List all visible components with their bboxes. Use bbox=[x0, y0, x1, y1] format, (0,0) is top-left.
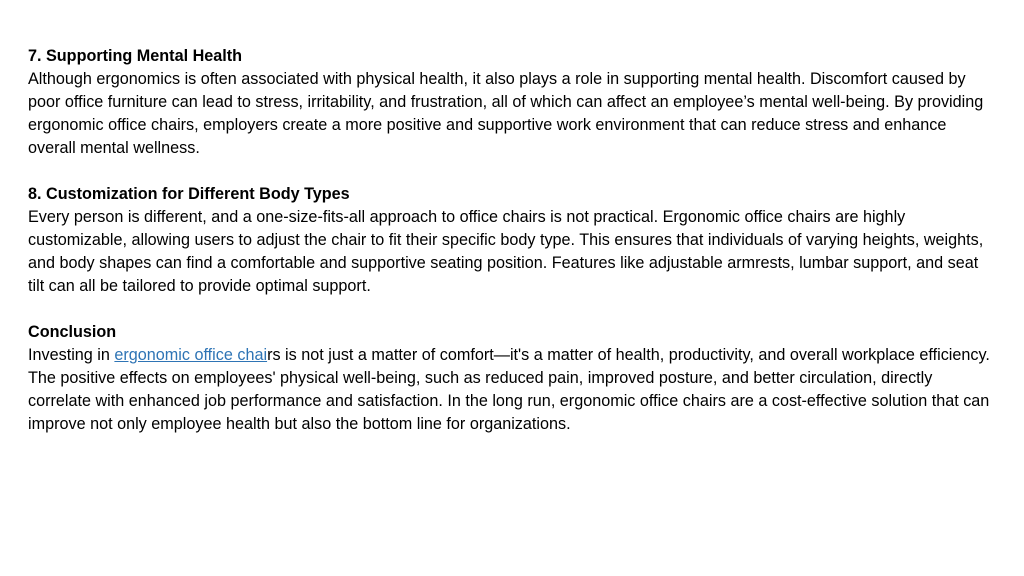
document-page bbox=[28, 45, 996, 459]
paragraph-text-before-link: Investing in bbox=[28, 346, 115, 364]
section-customization bbox=[28, 183, 996, 298]
section-conclusion bbox=[28, 321, 996, 436]
section-heading: 8. Customization for Different Body Types bbox=[28, 185, 350, 203]
section-paragraph: Every person is different, and a one-size-fits-all approach to office chairs is not practical. Ergonomic office chairs are highly customizable, allowing users to adjust the chair to fit their specific body type. This ensures that individuals of varying heights, weights, and body shapes can find a comfortable and supportive seating position. Features like adjustable armrests, lumbar support, and seat tilt can all be tailored to provide optimal support. bbox=[28, 208, 984, 295]
section-paragraph bbox=[28, 344, 996, 436]
section-mental-health bbox=[28, 45, 996, 160]
section-paragraph: Although ergonomics is often associated with physical health, it also plays a role in supporting mental health. Discomfort caused by poor office furniture can lead to stress, irritability, and frustration, all of which can affect an employee’s mental well-being. By providing ergonomic office chairs, employers create a more positive and supportive work environment that can reduce stress and enhance overall mental wellness. bbox=[28, 70, 984, 157]
ergonomic-office-chairs-link[interactable]: ergonomic office chai bbox=[114, 346, 268, 364]
paragraph-text-after-link: rs is not just a matter of comfort—it's a matter of health, productivity, and overall workplace efficiency. The positive effects on employees' physical well-being, such as reduced pain, improved posture, and better circulation, directly correlate with enhanced job performance and satisfaction. In the long run, ergonomic office chairs are a cost-effective solution that can improve not only employee health but also the bottom line for organizations. bbox=[28, 346, 990, 433]
section-heading: Conclusion bbox=[28, 323, 117, 341]
section-heading: 7. Supporting Mental Health bbox=[28, 47, 243, 65]
